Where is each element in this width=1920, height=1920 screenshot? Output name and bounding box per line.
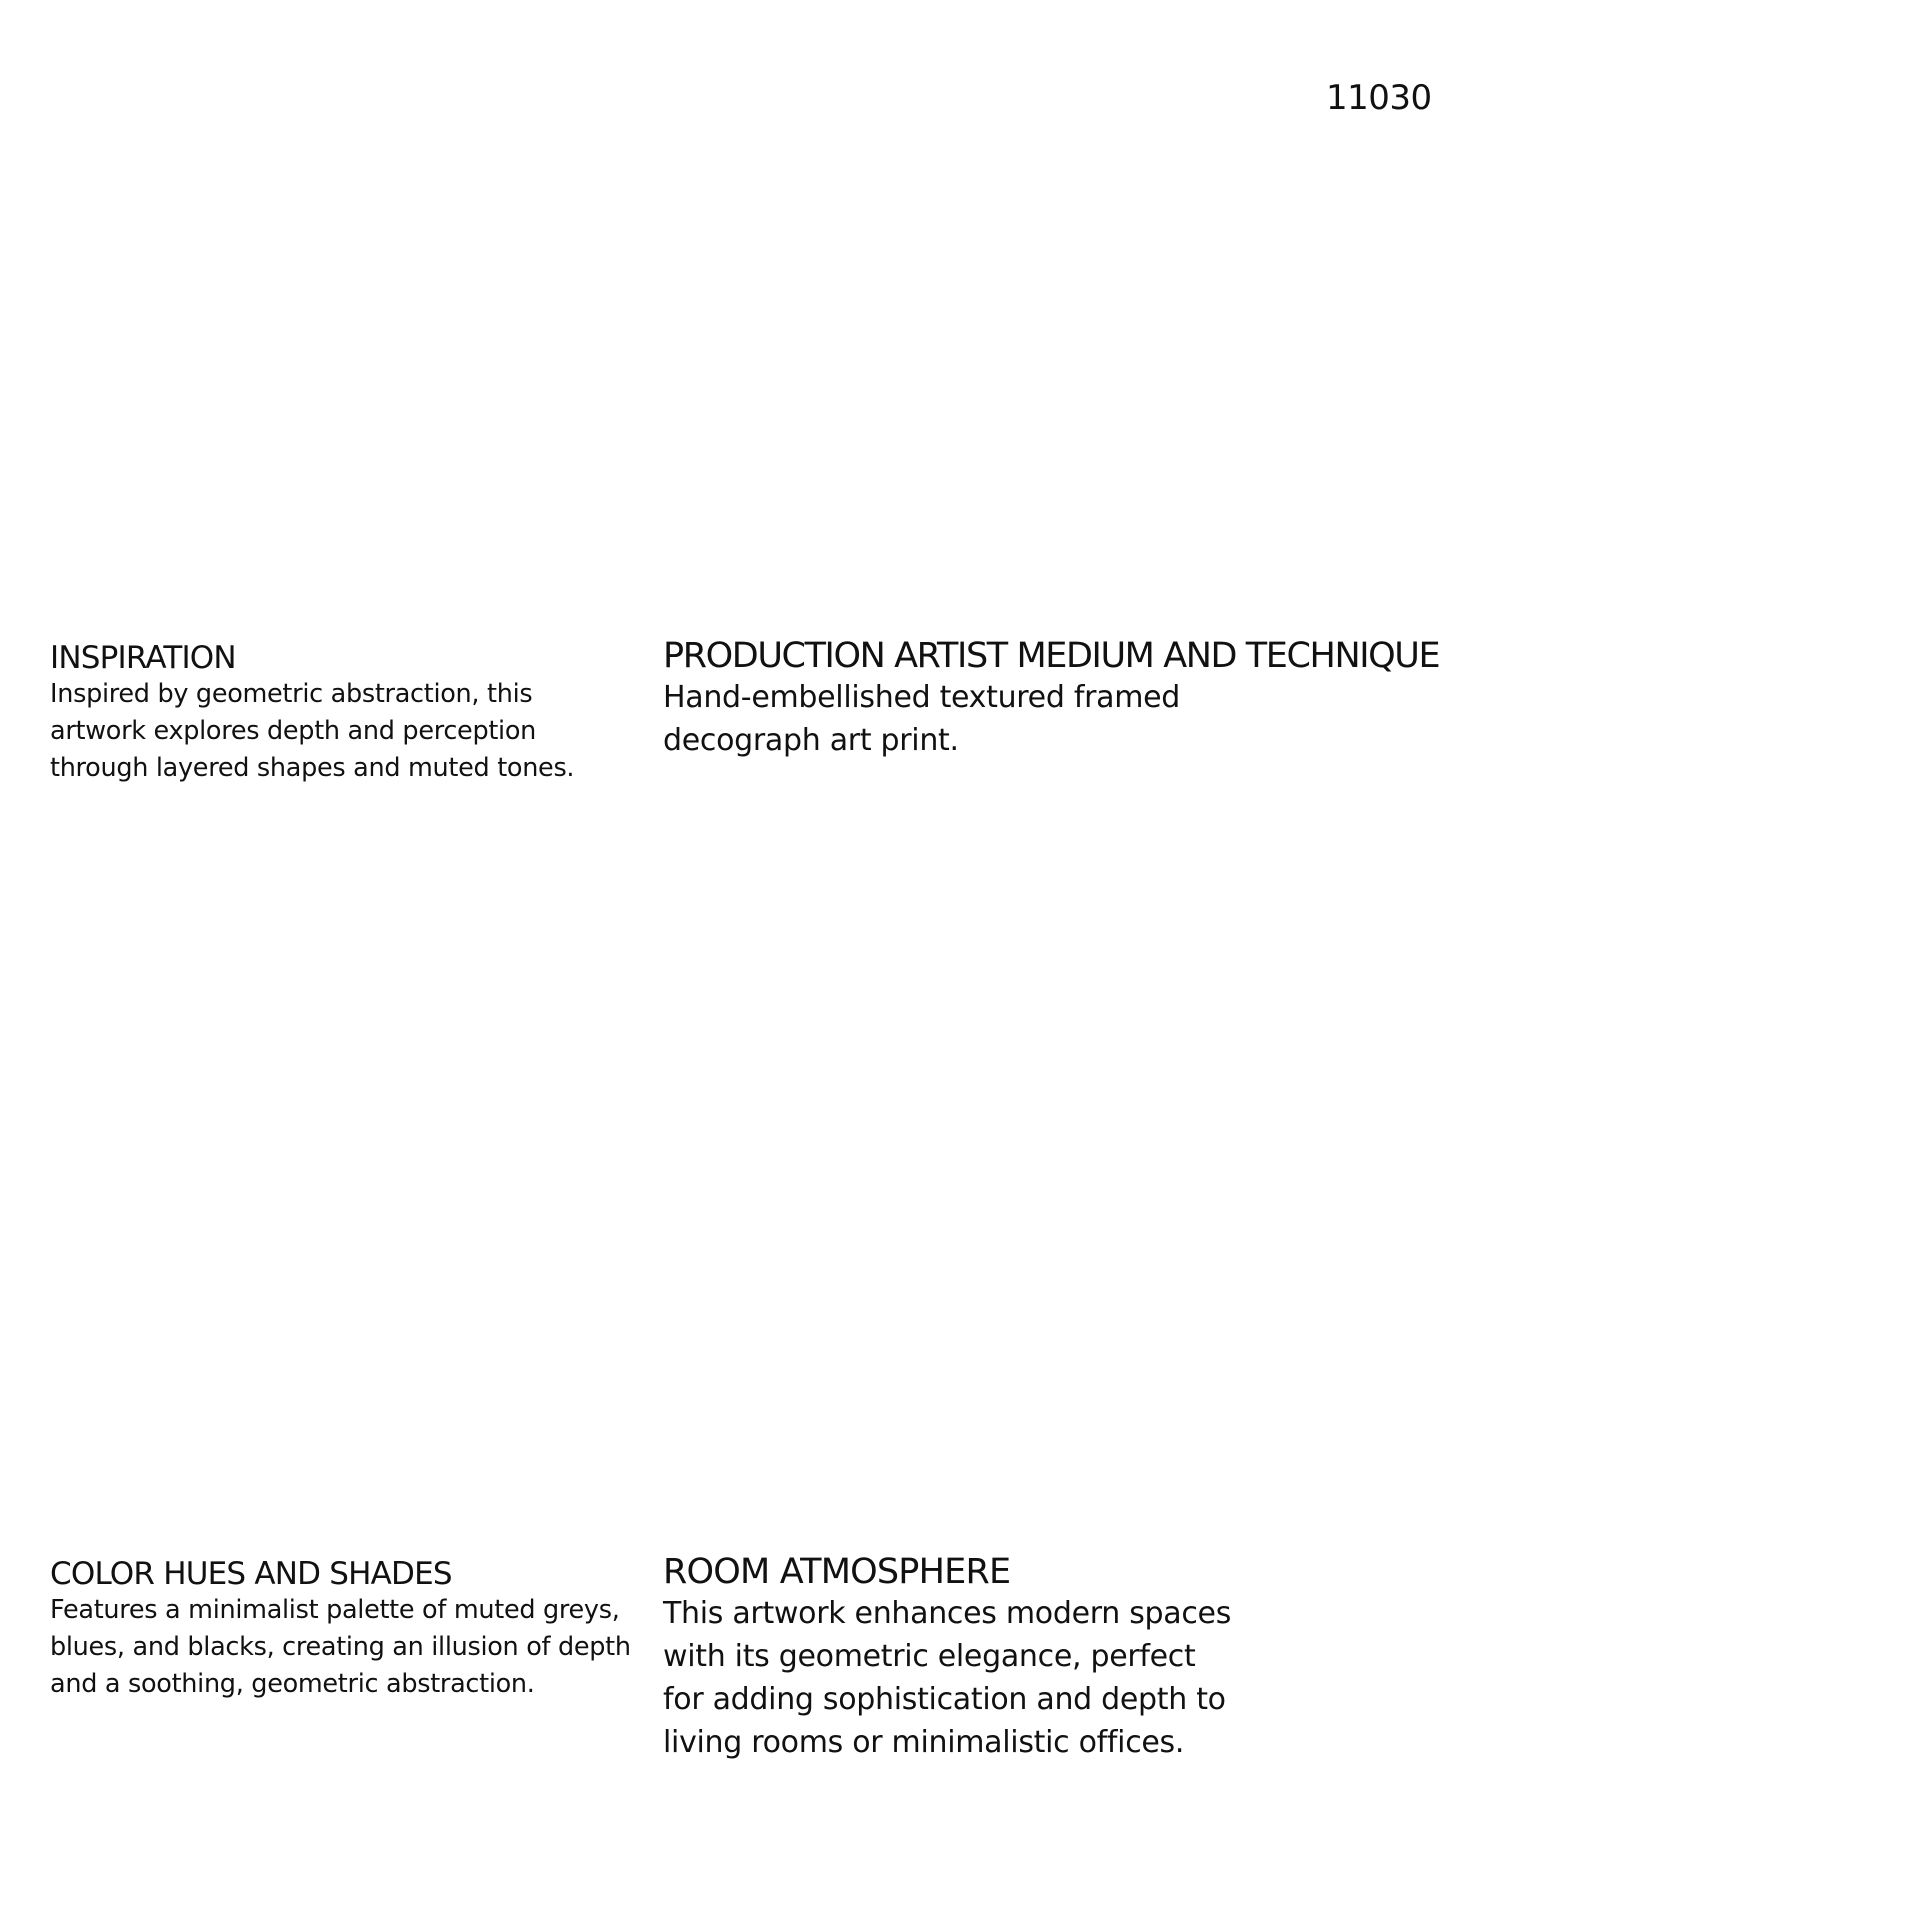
inspiration-text: Inspired by geometric abstraction, this artwork explores depth and perception through layered shapes and muted tones. <box>50 679 575 783</box>
color-hues-section <box>50 1556 650 1703</box>
product-code: 11030 <box>1326 78 1432 118</box>
inspiration-section <box>50 640 650 787</box>
color-hues-text: Features a minimalist palette of muted greys, blues, and blacks, creating an illusion of depth and a soothing, geometric abstraction. <box>50 1595 631 1699</box>
medium-technique-text: Hand-embellished textured framed decograph art print. <box>663 680 1181 758</box>
medium-technique-section <box>663 636 1440 762</box>
medium-technique-heading: PRODUCTION ARTIST MEDIUM AND TECHNIQUE <box>663 636 1440 676</box>
room-atmosphere-section <box>663 1552 1263 1764</box>
room-atmosphere-heading: ROOM ATMOSPHERE <box>663 1552 1011 1592</box>
inspiration-heading: INSPIRATION <box>50 640 236 676</box>
room-atmosphere-text: This artwork enhances modern spaces with its geometric elegance, perfect for adding sophistication and depth to living rooms or minimalistic offices. <box>663 1596 1232 1760</box>
color-hues-heading: COLOR HUES AND SHADES <box>50 1556 452 1592</box>
